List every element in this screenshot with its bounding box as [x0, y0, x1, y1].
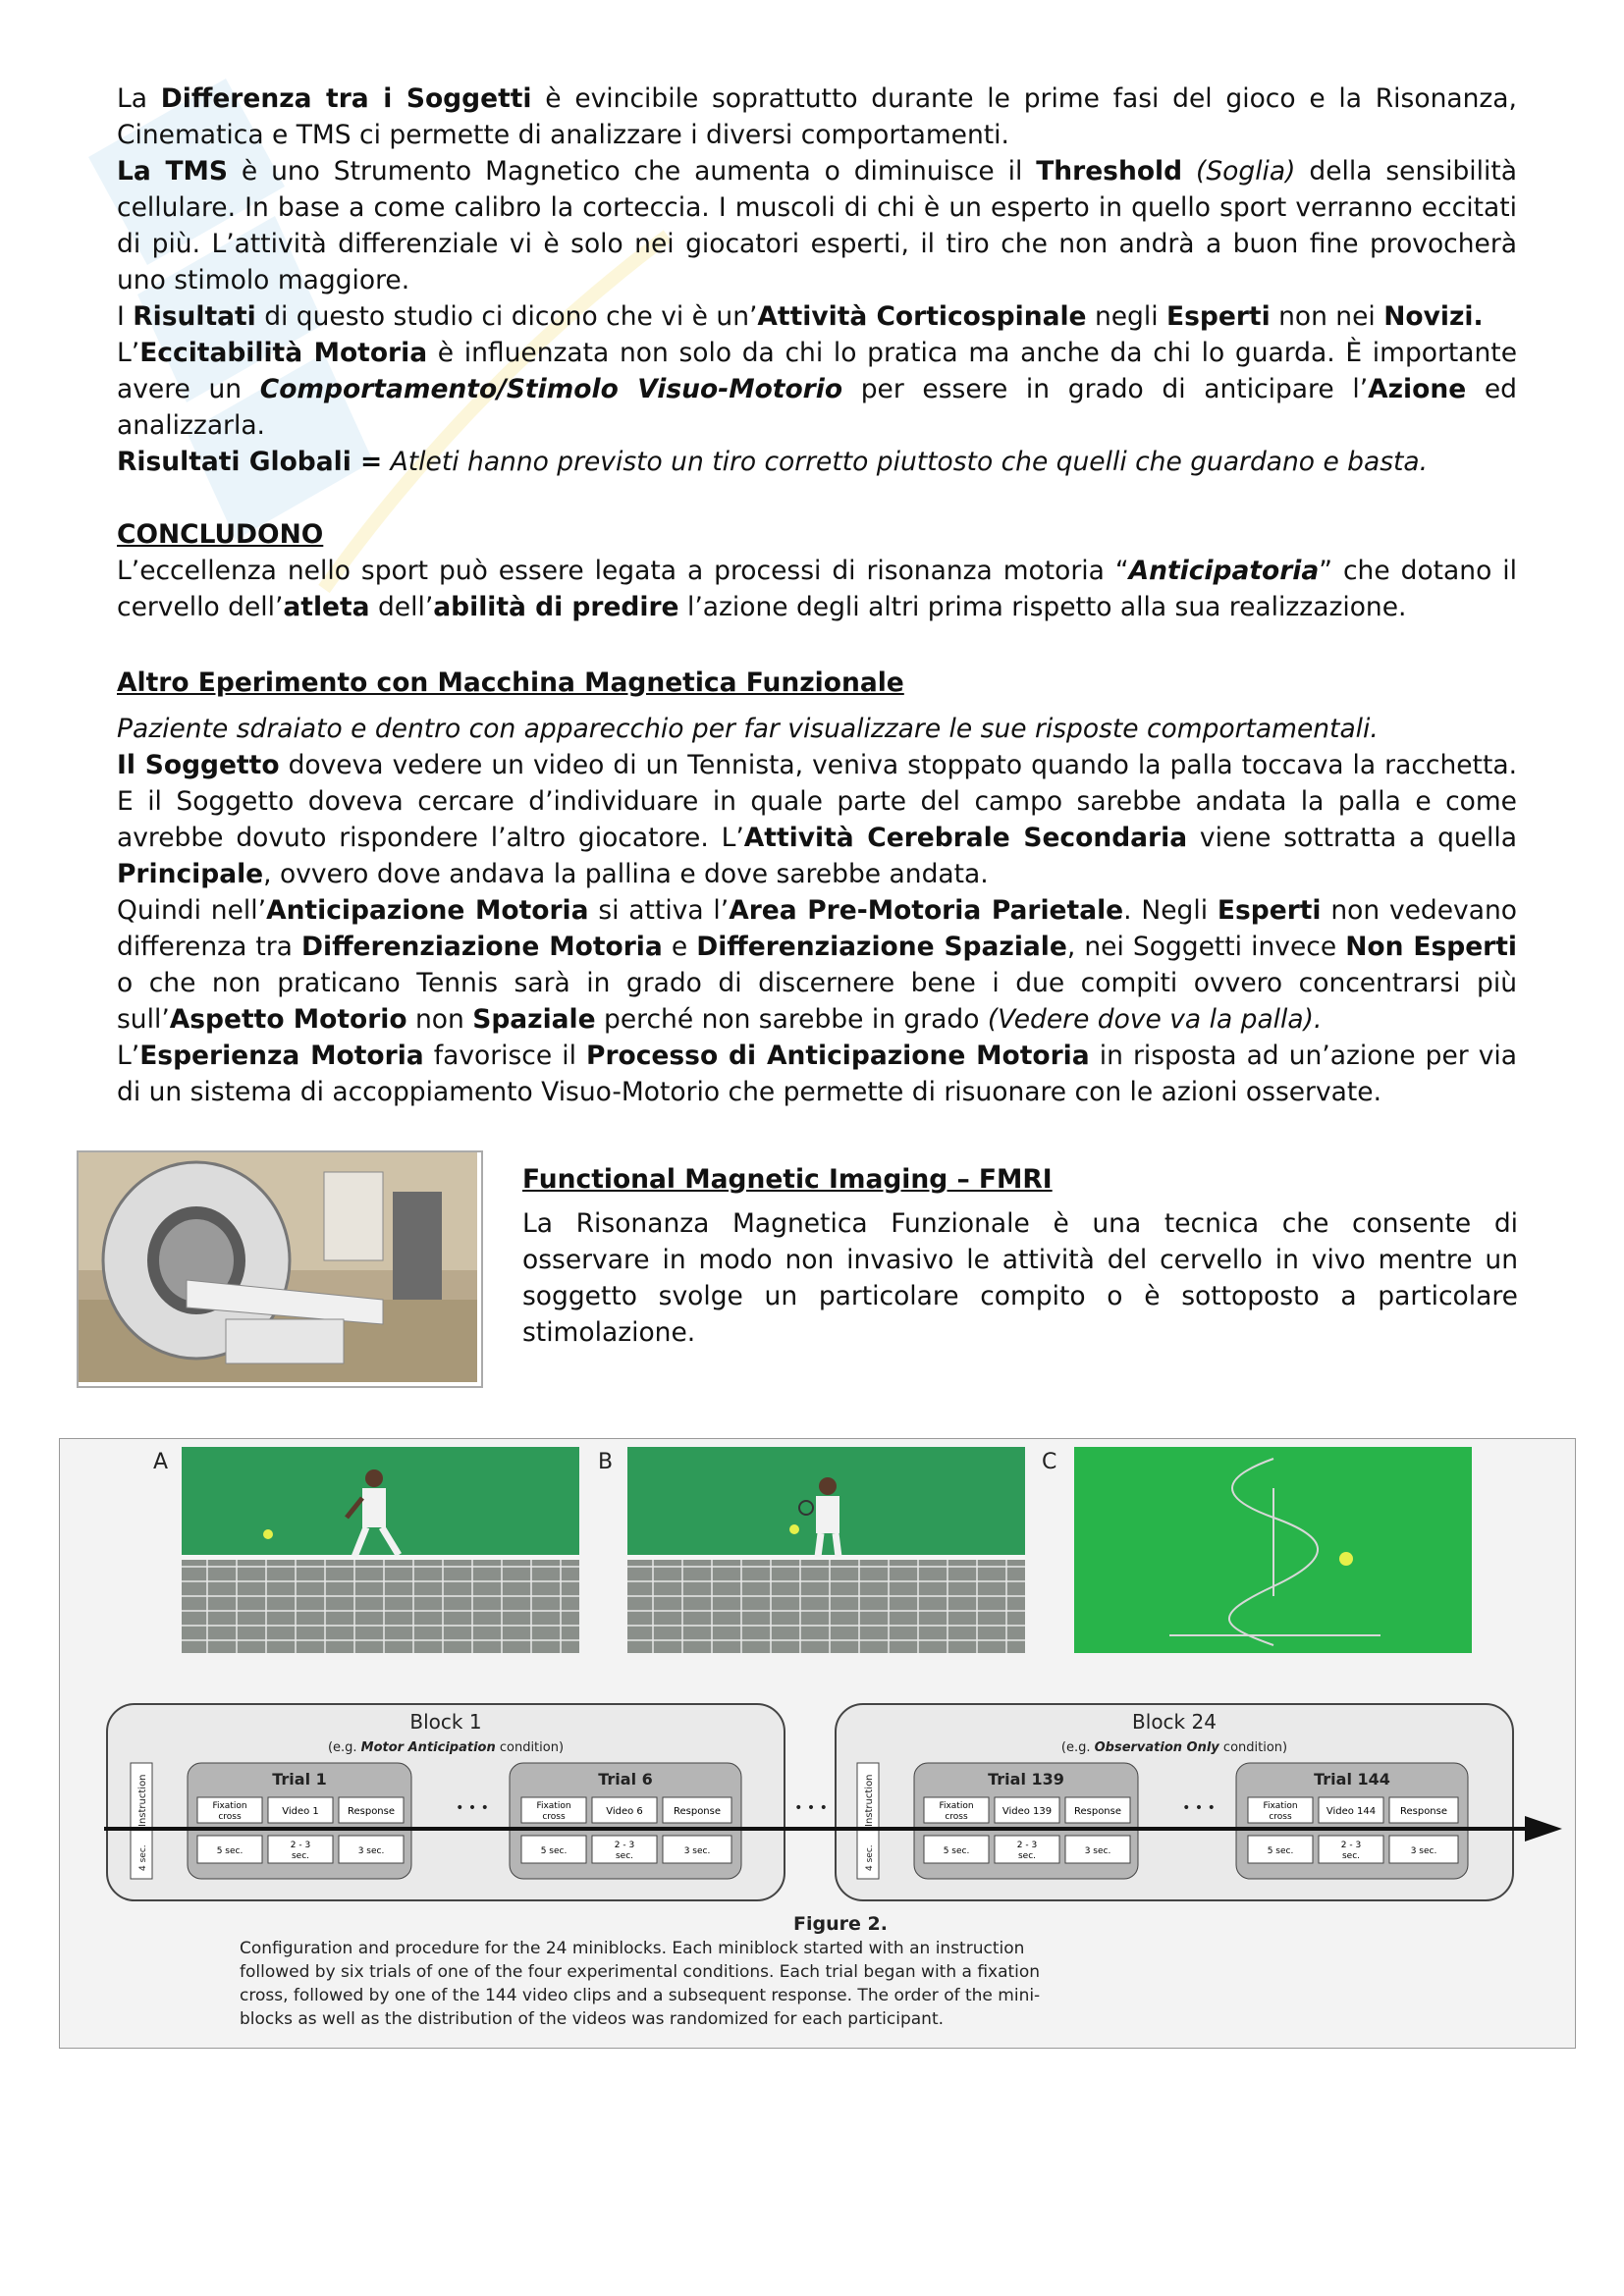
svg-text:cross: cross [1269, 1812, 1292, 1822]
trial-1-title: Trial 1 [272, 1770, 327, 1789]
svg-text:5 sec.: 5 sec. [1267, 1846, 1294, 1856]
block-ellipsis: • • • [794, 1800, 828, 1816]
block-24-instruction: Instruction [864, 1774, 875, 1827]
svg-text:Video 139: Video 139 [1001, 1806, 1053, 1817]
svg-text:Video 144: Video 144 [1326, 1806, 1377, 1817]
paragraph-eccellenza: L’eccellenza nello sport può essere legata a processi di risonanza motoria “Anticipatoria” che dotano il cervello dell’atleta dell’abilità di predire l’azione degli altri prima rispetto alla sua realizzazione. [117, 556, 1517, 622]
svg-text:Figure 2.: Figure 2. [793, 1913, 888, 1935]
block-24-title: Block 24 [1132, 1710, 1217, 1734]
trial-ellipsis-2: • • • [1182, 1800, 1216, 1816]
svg-text:sec.: sec. [291, 1851, 310, 1861]
panel-a-tennis-frame [182, 1447, 579, 1653]
svg-text:cross: cross [218, 1812, 242, 1822]
svg-text:Response: Response [1073, 1806, 1122, 1817]
svg-text:3 sec.: 3 sec. [357, 1846, 385, 1856]
panel-b-tennis-frame [627, 1447, 1025, 1653]
block-1-instruction: Instruction [137, 1774, 148, 1827]
svg-text:2 - 3: 2 - 3 [614, 1841, 635, 1850]
svg-text:Response: Response [347, 1806, 396, 1817]
block-1 [107, 1704, 785, 1900]
svg-text:3 sec.: 3 sec. [1410, 1846, 1437, 1856]
svg-text:2 - 3: 2 - 3 [1016, 1841, 1038, 1850]
panel-label-c: C [1042, 1450, 1057, 1474]
paragraph-fmri: La Risonanza Magnetica Funzionale è una tecnica che consente di osservare in modo non invasivo le attività del cervello in vivo mentre un soggetto svolge un particolare compito o è sottoposto a particolare stimolazione. [522, 1208, 1518, 1348]
svg-text:blocks as well as the distribu: blocks as well as the distribution of the videos was randomized for each participant. [240, 2009, 945, 2029]
text-body [117, 80, 1517, 1110]
svg-text:2 - 3: 2 - 3 [1340, 1841, 1362, 1850]
svg-text:sec.: sec. [1017, 1851, 1037, 1861]
paragraph-risultati: I Risultati di questo studio ci dicono che vi è un’Attività Corticospinale negli Esperti non nei Novizi. [117, 301, 1484, 332]
panel-label-b: B [598, 1450, 614, 1474]
block-24-subtitle: (e.g. Observation Only condition) [1060, 1740, 1288, 1755]
paragraph-eccitabilita: L’Eccitabilità Motoria è influenzata non solo da chi lo pratica ma anche da chi lo guarda. È importante avere un Comportamento/Stimolo Visuo-Motorio per essere in grado di anticipare l’Azione ed analizzarla. [117, 338, 1517, 441]
paragraph-paziente: Paziente sdraiato e dentro con apparecchio per far visualizzare le sue risposte comportamentali. [117, 714, 1379, 744]
svg-text:5 sec.: 5 sec. [216, 1846, 244, 1856]
svg-text:5 sec.: 5 sec. [943, 1846, 970, 1856]
paragraph-anticipazione: Quindi nell’Anticipazione Motoria si attiva l’Area Pre-Motoria Parietale. Negli Esperti non vedevano differenza tra Differenziazione Motoria e Differenziazione Spaziale, nei Soggetti invece Non Esperti o che non praticano Tennis sarà in grado di discernere bene i due compiti ovvero concentrarsi più sull’Aspetto Motorio non Spaziale perché non sarebbe in grado (Vedere dove va la palla). [117, 895, 1517, 1035]
svg-text:Fixation: Fixation [536, 1801, 571, 1811]
block-1-instruction-dur: 4 sec. [138, 1844, 148, 1871]
paragraph-risultati-globali: Risultati Globali = Atleti hanno previsto un tiro corretto piuttosto che quelli che guardano e basta. [117, 447, 1429, 477]
mri-scanner-photo [77, 1150, 483, 1388]
figure-caption [240, 1913, 1040, 2029]
svg-text:sec.: sec. [615, 1851, 634, 1861]
figure-2 [59, 1438, 1576, 2049]
block-1-subtitle: (e.g. Motor Anticipation condition) [327, 1740, 565, 1755]
paragraph-tms: La TMS è uno Strumento Magnetico che aumenta o diminuisce il Threshold (Soglia) della sensibilità cellulare. In base a come calibro la corteccia. I muscoli di chi è un esperto in quello sport verranno eccitati di più. L’attività differenziale vi è solo nei giocatori esperti, il tiro che non andrà a buon fine provocherà uno stimolo maggiore. [117, 156, 1517, 295]
svg-text:cross: cross [542, 1812, 566, 1822]
trial-139-title: Trial 139 [988, 1770, 1064, 1789]
svg-text:Fixation: Fixation [1263, 1801, 1298, 1811]
paragraph-differenza: La Differenza tra i Soggetti è evincibile soprattutto durante le prime fasi del gioco e la Risonanza, Cinematica e TMS ci permette di analizzare i diversi comportamenti. [117, 83, 1517, 150]
svg-text:cross: cross [945, 1812, 968, 1822]
mri-scanner-illustration [79, 1152, 477, 1382]
section-title-fmri: Functional Magnetic Imaging – FMRI [522, 1164, 1053, 1195]
svg-text:followed by six trials of one: followed by six trials of one of the four experimental conditions. Each trial began with a fixation [240, 1962, 1041, 1982]
section-title-altro-esperimento: Altro Eperimento con Macchina Magnetica Funzionale [117, 667, 904, 698]
trial-144-title: Trial 144 [1314, 1770, 1390, 1789]
svg-text:5 sec.: 5 sec. [540, 1846, 568, 1856]
svg-text:Fixation: Fixation [939, 1801, 974, 1811]
svg-text:Configuration and procedure fo: Configuration and procedure for the 24 miniblocks. Each miniblock started with an instruction [240, 1939, 1025, 1958]
block-24 [836, 1704, 1513, 1900]
paragraph-esperienza: L’Esperienza Motoria favorisce il Processo di Anticipazione Motoria in risposta ad un’azione per via di un sistema di accoppiamento Visuo-Motorio che permette di risuonare con le azioni osservate. [117, 1041, 1518, 1107]
svg-text:sec.: sec. [1341, 1851, 1361, 1861]
trial-6-title: Trial 6 [598, 1770, 653, 1789]
svg-text:Response: Response [673, 1806, 722, 1817]
svg-text:3 sec.: 3 sec. [1084, 1846, 1111, 1856]
fmri-section [522, 1161, 1518, 1351]
paragraph-soggetto: Il Soggetto doveva vedere un video di un Tennista, veniva stoppato quando la palla toccava la racchetta. E il Soggetto doveva cercare d’individuare in quale parte del campo sarebbe andata la palla e come avrebbe dovuto rispondere l’altro giocatore. L’Attività Cerebrale Secondaria viene sottratta a quella Principale, ovvero dove andava la pallina e dove sarebbe andata. [117, 750, 1518, 889]
trial-ellipsis: • • • [456, 1800, 489, 1816]
svg-text:Video 1: Video 1 [282, 1806, 319, 1817]
svg-text:3 sec.: 3 sec. [683, 1846, 711, 1856]
block-1-title: Block 1 [409, 1710, 482, 1734]
panel-c-trajectory-frame [1074, 1447, 1472, 1653]
panel-label-a: A [153, 1450, 169, 1474]
figure-2-diagram [60, 1439, 1575, 2048]
section-title-concludono: CONCLUDONO [117, 519, 324, 550]
svg-text:2 - 3: 2 - 3 [290, 1841, 311, 1850]
svg-text:cross, followed by one of the: cross, followed by one of the 144 video clips and a subsequent response. The order of the mini- [240, 1986, 1041, 2005]
block-24-instruction-dur: 4 sec. [865, 1844, 875, 1871]
svg-text:Response: Response [1399, 1806, 1448, 1817]
svg-text:Video 6: Video 6 [606, 1806, 643, 1817]
svg-text:Fixation: Fixation [212, 1801, 247, 1811]
